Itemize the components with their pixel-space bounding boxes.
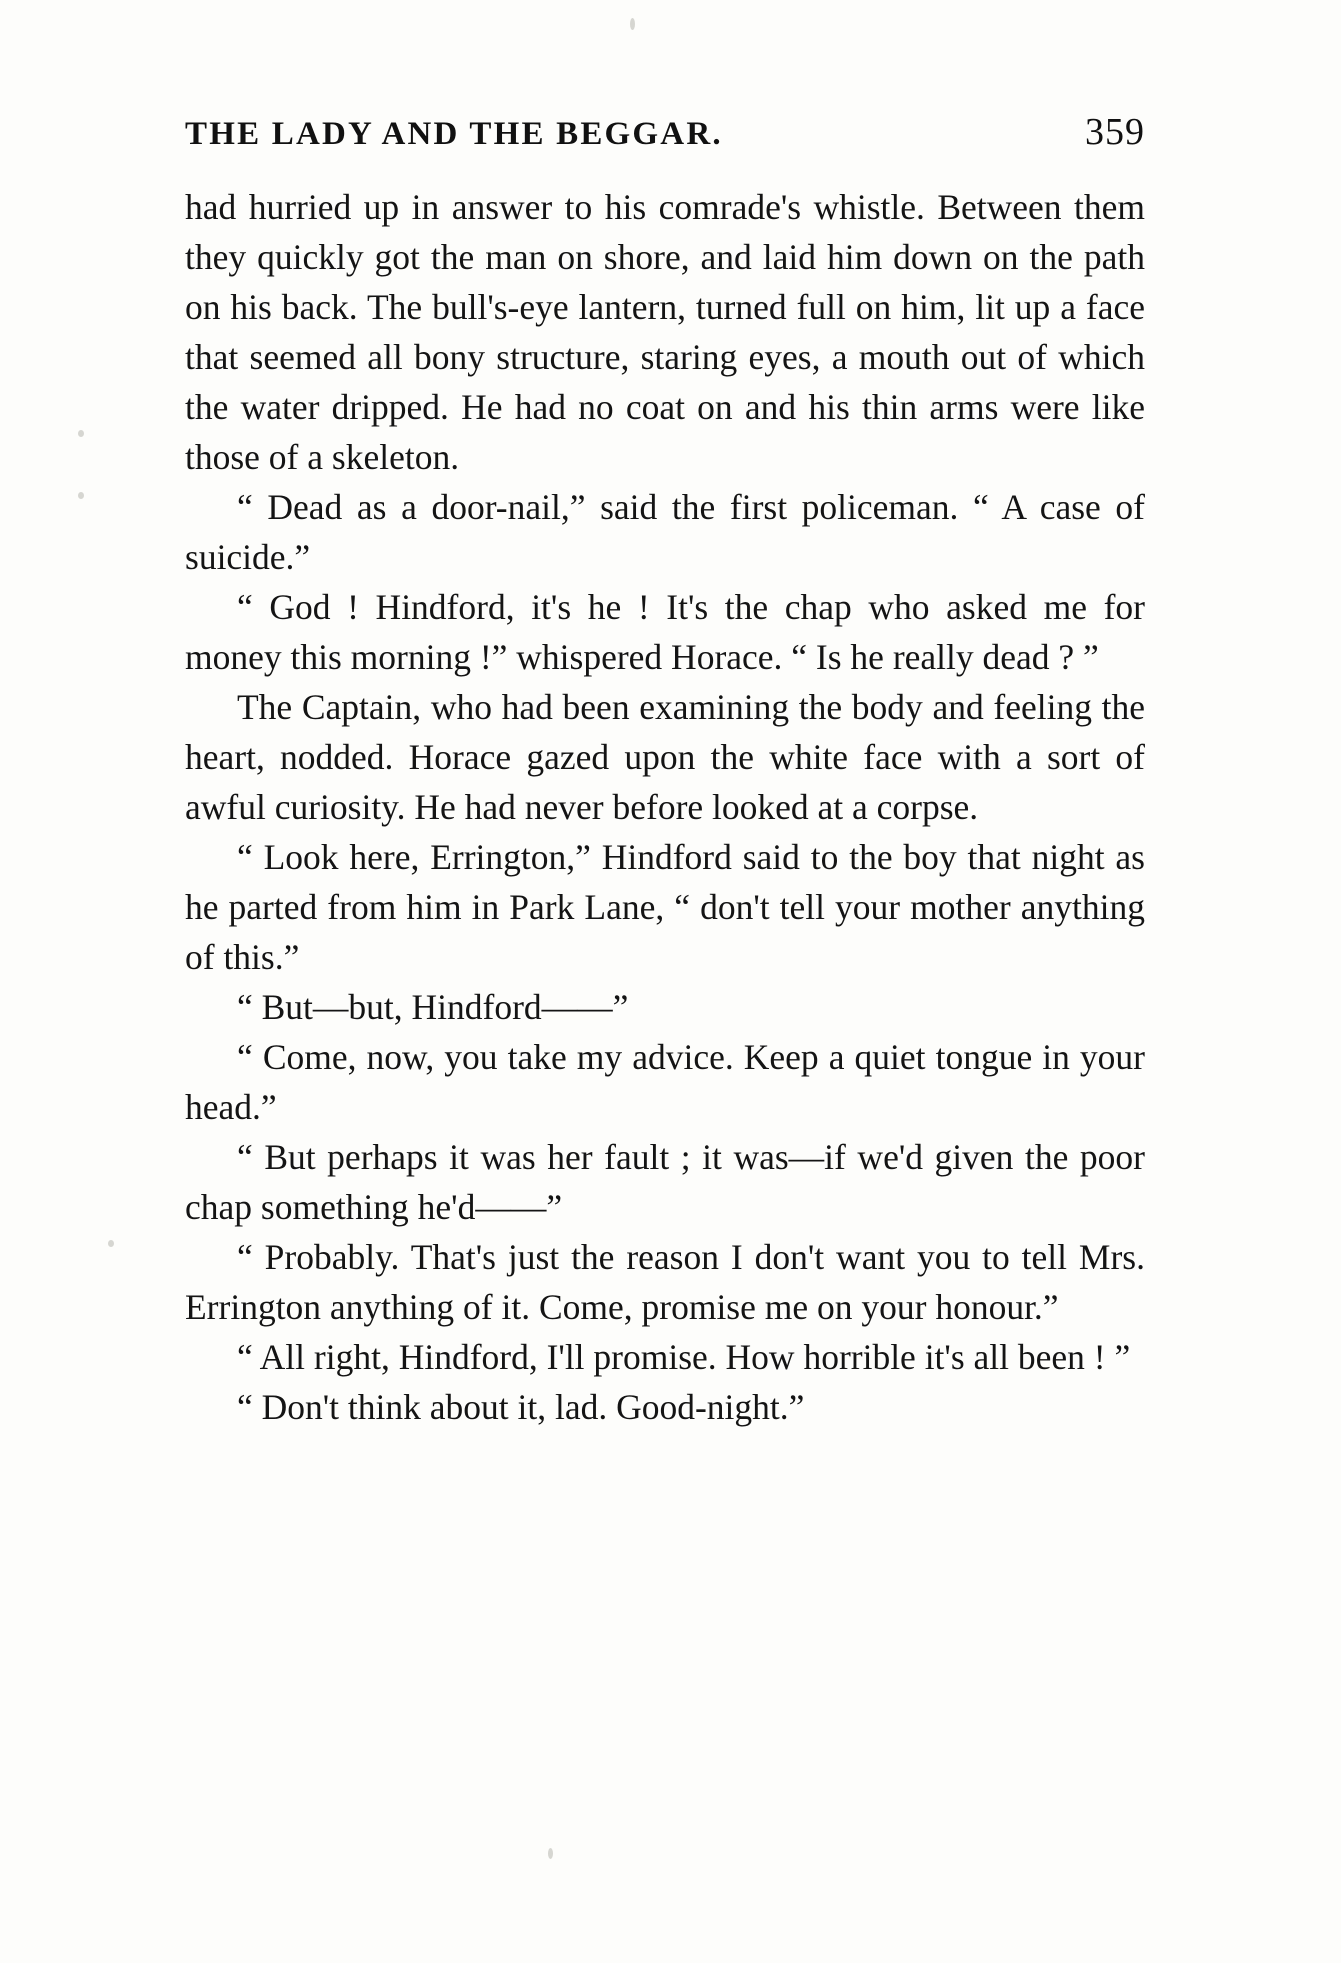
paragraph: The Captain, who had been examining the body and feeling the heart, nodded. Horace gazed upon the white face with a sort of awful curiosity. He had never before looked at a corpse. [185, 687, 1145, 827]
page-number: 359 [1085, 111, 1145, 153]
paragraph: “ Dead as a door-nail,” said the first policeman. “ A case of suicide.” [185, 487, 1145, 577]
ink-speck [630, 18, 635, 30]
ink-speck [108, 1240, 114, 1247]
running-head: THE LADY AND THE BEGGAR. [185, 116, 723, 152]
ink-speck [78, 492, 84, 499]
paragraph: “ Probably. That's just the reason I don't want you to tell Mrs. Errington anything of it. Come, promise me on your honour.” [185, 1237, 1145, 1327]
paragraph: had hurried up in answer to his comrade's whistle. Between them they quickly got the man on shore, and laid him down on the path on his back. The bull's-eye lantern, turned full on him, lit up a face that seemed all bony structure, staring eyes, a mouth out of which the water dripped. He had no coat on and his thin arms were like those of a skeleton. [185, 187, 1145, 477]
paragraph: “ Don't think about it, lad. Good-night.” [237, 1387, 805, 1427]
paragraph: “ Look here, Errington,” Hindford said to the boy that night as he parted from him in Park Lane, “ don't tell your mother anything of this.” [185, 837, 1145, 977]
page-header [185, 110, 1145, 154]
paragraph: “ God ! Hindford, it's he ! It's the chap who asked me for money this morning !” whispered Horace. “ Is he really dead ? ” [185, 587, 1145, 677]
paragraph: “ All right, Hindford, I'll promise. How horrible it's all been ! ” [237, 1337, 1131, 1377]
ink-speck [78, 430, 84, 437]
paragraph: “ But—but, Hindford——” [237, 987, 629, 1027]
body-text [185, 182, 1145, 1432]
paragraph: “ But perhaps it was her fault ; it was—if we'd given the poor chap something he'd——” [185, 1137, 1145, 1227]
paragraph: “ Come, now, you take my advice. Keep a quiet tongue in your head.” [185, 1037, 1145, 1127]
ink-speck [548, 1848, 553, 1859]
